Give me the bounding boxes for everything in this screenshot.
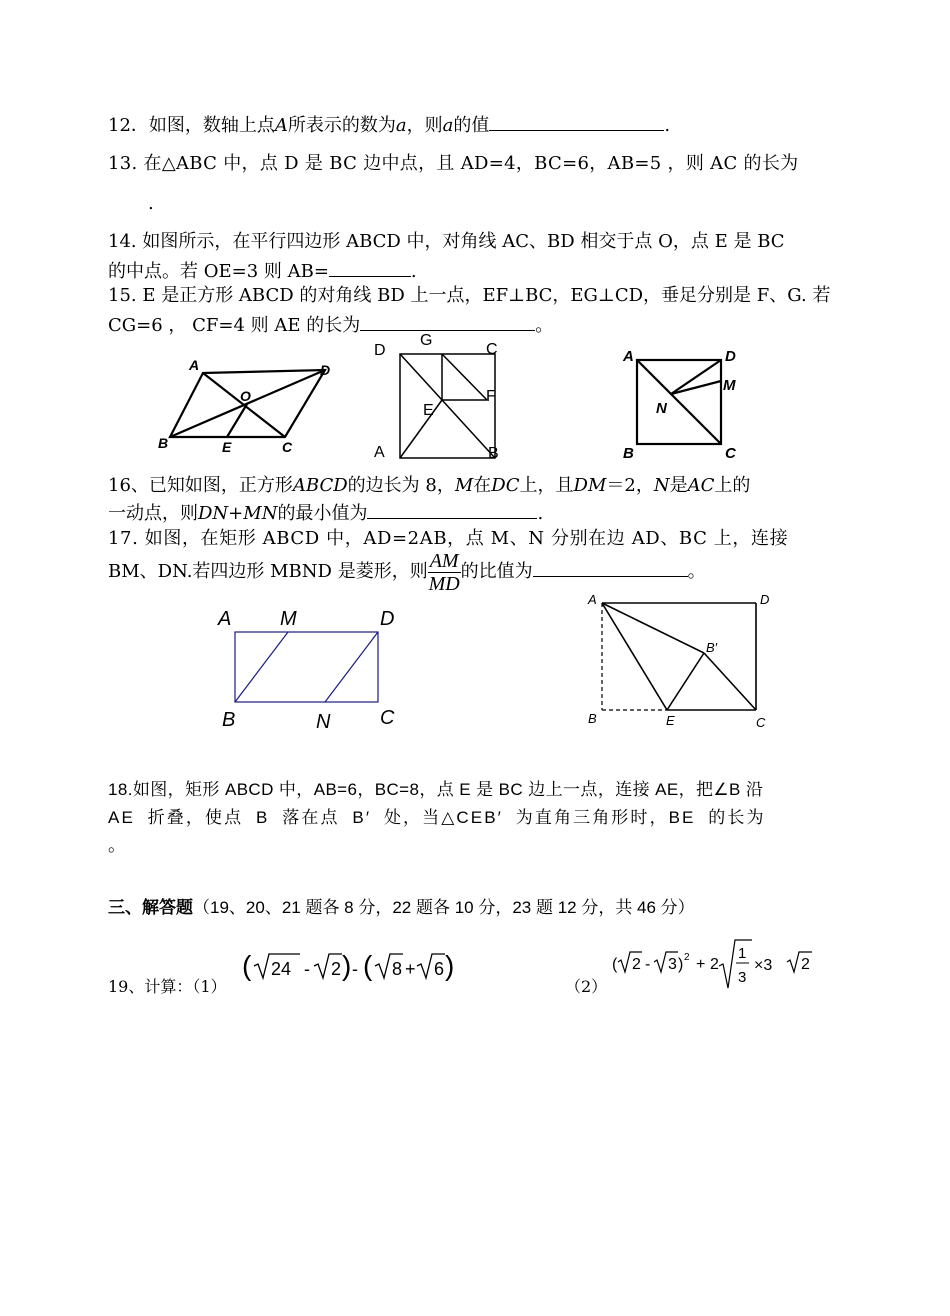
section-title: 三、解答题（19、20、21 题各 8 分，22 题各 10 分，23 题 12 分，共 46 分） (108, 898, 695, 917)
label-C: C (725, 445, 736, 462)
question-13: 13. 在△ABC 中，点 D 是 BC 边中点，且 AD=4，BC=6，AB=5 ，则 AC 的长为 (108, 153, 799, 174)
label-C: C (282, 439, 293, 455)
label-E: E (423, 402, 434, 419)
radicand-24: 24 (271, 959, 292, 979)
svg-text:(: ( (612, 956, 618, 973)
label-B: B (222, 709, 236, 731)
label-B: B (158, 435, 169, 451)
svg-text:): ) (678, 956, 684, 973)
question-17: 17. 如图，在矩形 ABCD 中，AD=2AB，点 M、N 分别在边 AD、BC 上，连接 (108, 528, 789, 549)
question-19-label: 19、计算：（1） (108, 977, 227, 996)
label-M: M (723, 377, 736, 394)
question-14: 14. 如图所示，在平行四边形 ABCD 中，对角线 AC、BD 相交于点 O，点 E 是 BC (108, 231, 785, 252)
expression-19-2 (612, 936, 827, 996)
svg-text:(: ( (363, 950, 373, 981)
svg-text:2: 2 (684, 952, 690, 963)
label-D: D (380, 608, 395, 630)
figure-square-diagonal (370, 328, 520, 463)
label-B-prime: B′ (706, 640, 718, 655)
label-D: D (725, 348, 736, 365)
question-12: 12．如图，数轴上点A所表示的数为a，则a的值 . (108, 112, 670, 138)
label-M: M (280, 608, 297, 630)
label-C: C (380, 707, 395, 729)
radicand-6: 6 (434, 959, 445, 979)
label-C: C (756, 715, 766, 730)
svg-text:-: - (304, 959, 310, 979)
label-G: G (420, 332, 433, 349)
label-A: A (189, 357, 200, 373)
question-15-line2: CG=6 ， CF=4 则 AE 的长为 。 (108, 312, 553, 338)
question-18-line3: 。 (108, 835, 126, 856)
question-16-line2: 一动点，则DN+MN的最小值为 . (108, 500, 543, 526)
answer-blank[interactable] (533, 558, 688, 577)
label-O: O (240, 388, 251, 404)
label-C: C (486, 341, 498, 358)
answer-blank[interactable] (489, 112, 664, 131)
answer-blank[interactable] (367, 500, 537, 519)
svg-text:(: ( (242, 950, 252, 981)
question-16: 16、已知如图，正方形ABCD的边长为 8，M在DC上，且DM＝2，N是AC上的 (108, 475, 751, 496)
svg-text:): ) (342, 950, 352, 981)
fraction-am-md: $\frac{AM}{MD}$ (428, 549, 460, 595)
figure-square-dm (615, 345, 755, 465)
label-A: A (218, 608, 232, 630)
label-E: E (222, 439, 232, 455)
label-B: B (488, 445, 499, 462)
label-N: N (316, 711, 331, 733)
question-19-label-2: （2） (565, 977, 608, 996)
figure-rectangle-fold (580, 585, 780, 735)
svg-text:3: 3 (668, 956, 677, 973)
label-E: E (666, 713, 675, 728)
label-B: B (588, 711, 597, 726)
figure-rectangle-rhombus (210, 600, 410, 735)
svg-text:-: - (352, 959, 358, 979)
expression-19-1 (242, 948, 455, 988)
figure-parallelogram (150, 355, 350, 455)
svg-text:×3: ×3 (754, 957, 773, 974)
question-18-line2: AE 折叠，使点 B 落在点 B′ 处，当△CEB′ 为直角三角形时，BE 的长为 (108, 808, 766, 827)
label-D: D (320, 362, 331, 378)
label-B: B (623, 445, 634, 462)
svg-text:+: + (696, 956, 706, 973)
label-D: D (760, 592, 770, 607)
svg-text:1: 1 (738, 945, 747, 962)
svg-text:2: 2 (801, 956, 810, 973)
question-13-blank: . (148, 193, 154, 214)
radicand-2: 2 (331, 959, 342, 979)
svg-text:3: 3 (738, 969, 747, 986)
question-15: 15. E 是正方形 ABCD 的对角线 BD 上一点，EF⊥BC，EG⊥CD，垂足分别是 F、G. 若 (108, 285, 831, 306)
label-F: F (486, 388, 496, 405)
svg-text:2: 2 (710, 956, 719, 973)
radicand-8: 8 (392, 959, 403, 979)
svg-text:2: 2 (632, 956, 641, 973)
label-A: A (588, 592, 597, 607)
answer-blank[interactable] (329, 258, 411, 277)
label-N: N (656, 400, 667, 417)
svg-text:): ) (445, 950, 455, 981)
question-18: 18.如图，矩形 ABCD 中，AB=6，BC=8，点 E 是 BC 边上一点，连接 AE，把∠B 沿 (108, 780, 764, 799)
label-A: A (374, 444, 385, 461)
svg-text:+: + (405, 959, 416, 979)
svg-text:-: - (645, 956, 651, 973)
question-17-line2: BM、DN.若四边形 MBND 是菱形，则 $\frac{AM}{MD}$ 的比值为 。 (108, 549, 706, 595)
label-D: D (374, 342, 386, 359)
question-14-line2: 的中点。若 OE=3 则 AB= . (108, 258, 417, 284)
label-A: A (623, 348, 634, 365)
